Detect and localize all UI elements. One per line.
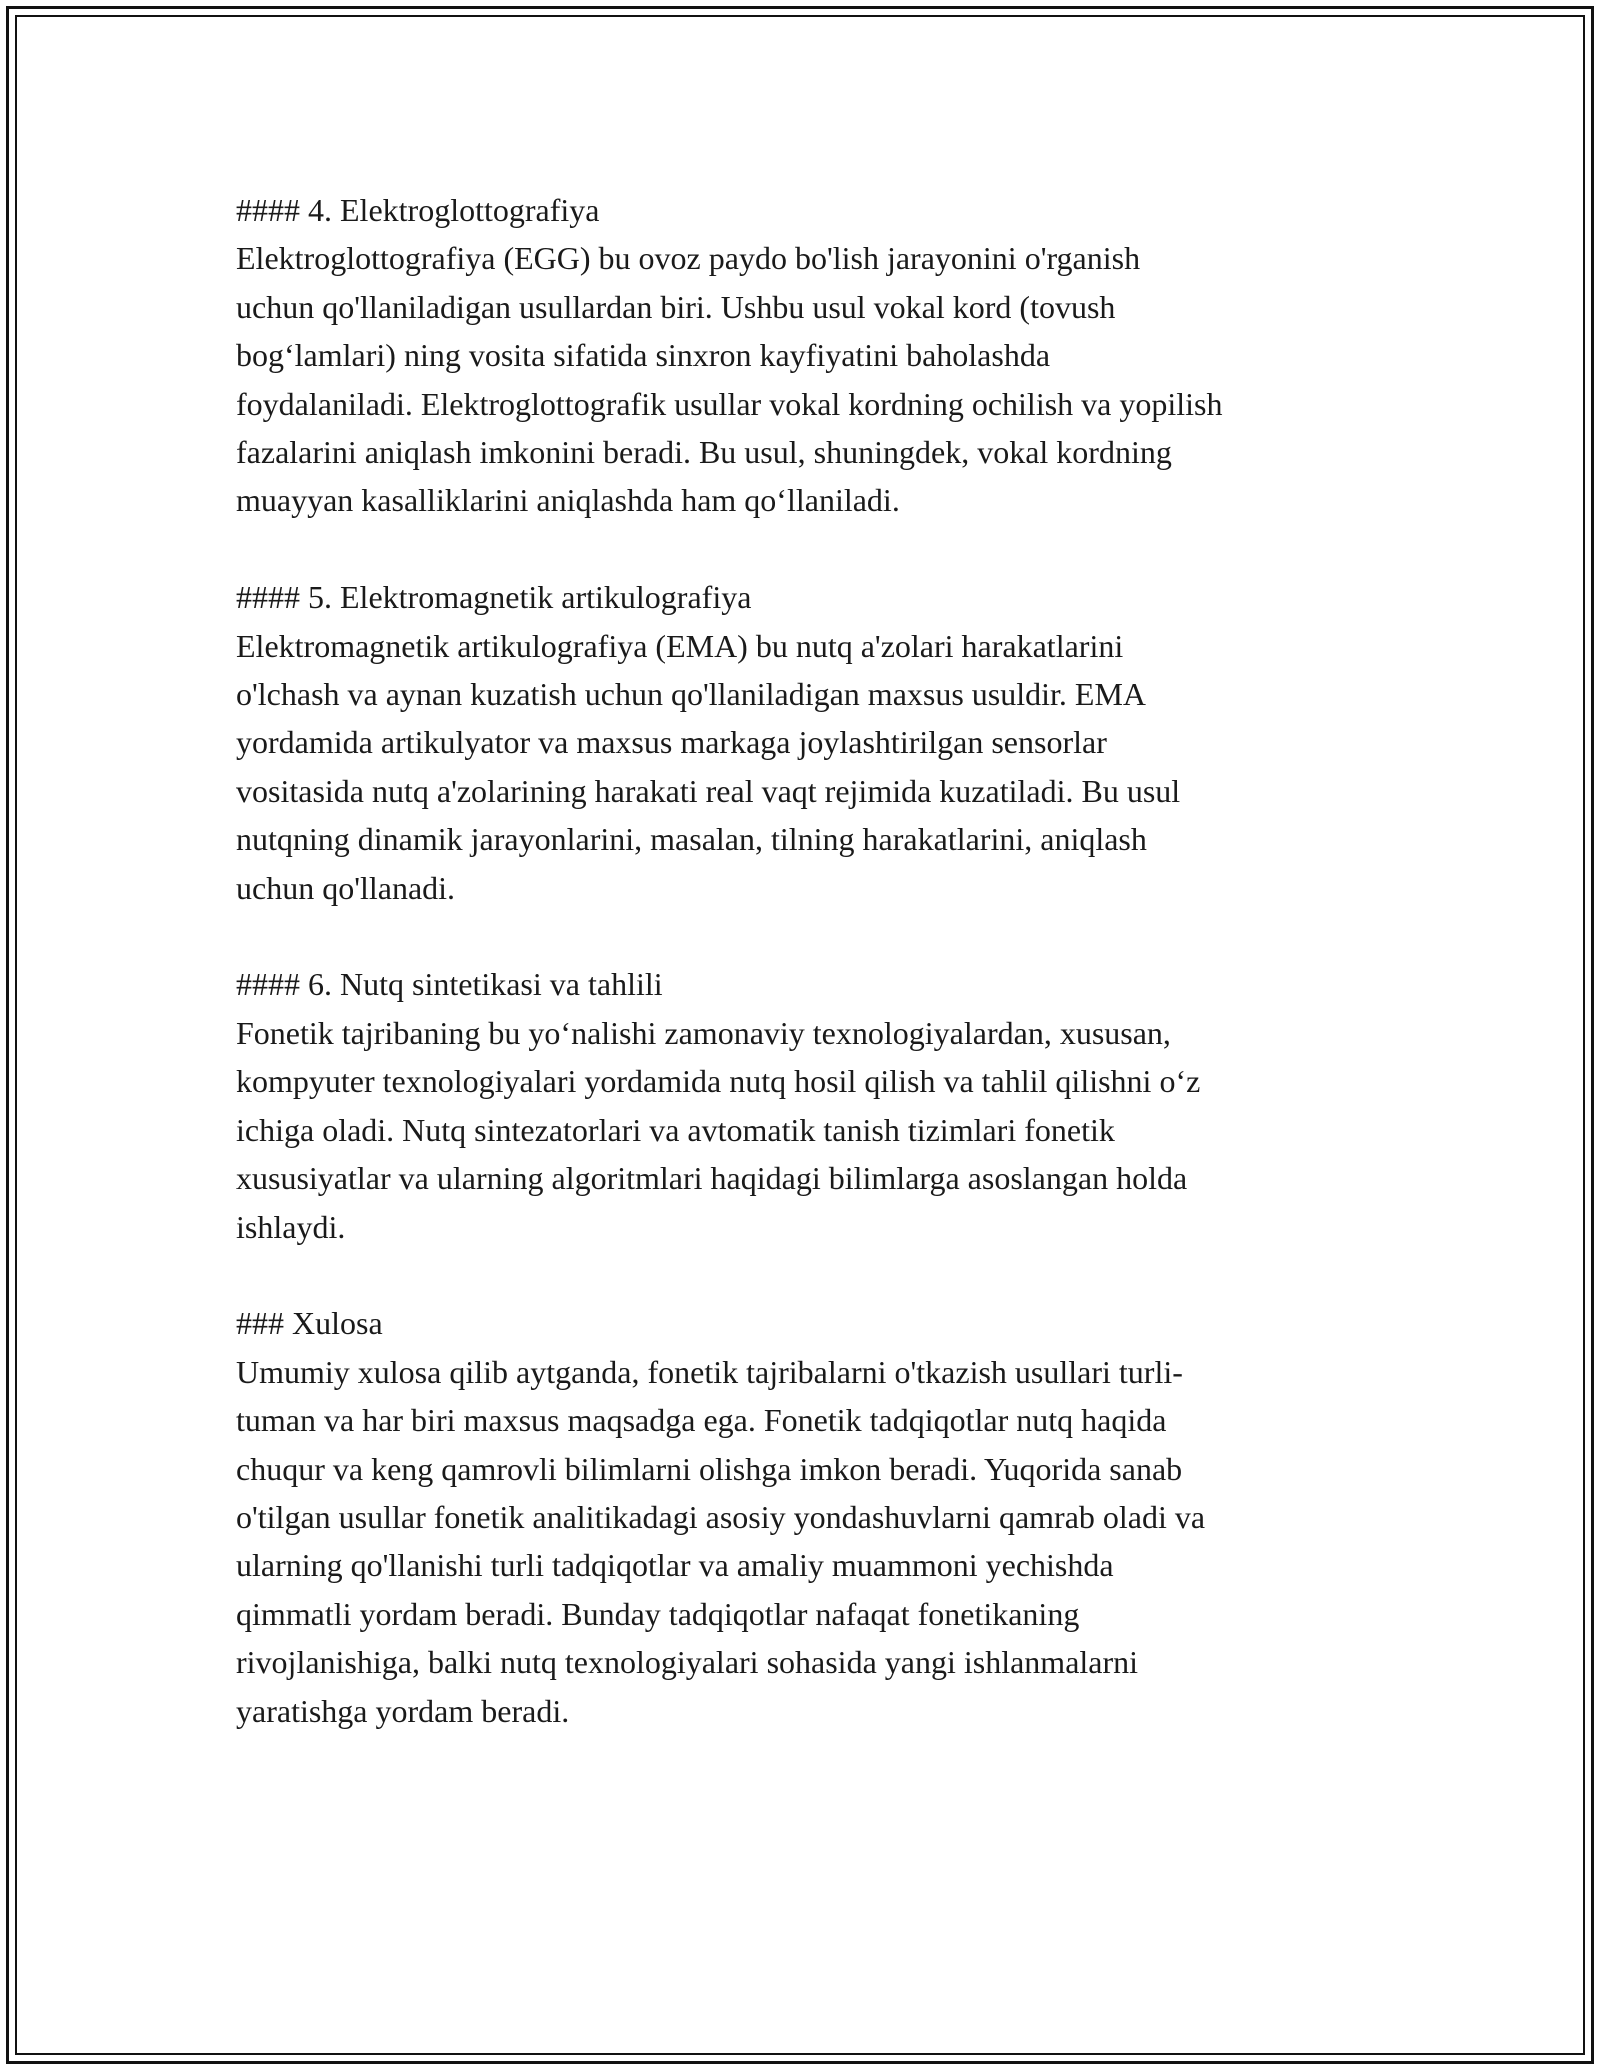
paragraph-line: yaratishga yordam beradi. [236,1692,570,1729]
section-elektromagnetik-artikulografiya [236,573,1386,912]
paragraph-line: o'tilgan usullar fonetik analitikadagi asosiy yondashuvlarni qamrab oladi va [236,1498,1206,1535]
paragraph-line: ishlaydi. [236,1208,346,1245]
section-xulosa [236,1299,1386,1735]
paragraph-line: qimmatli yordam beradi. Bunday tadqiqotlar nafaqat fonetikaning [236,1595,1080,1632]
paragraph-line: Elektromagnetik artikulografiya (EMA) bu nutq a'zolari harakatlarini [236,627,1124,664]
paragraph-line: foydalaniladi. Elektroglottografik usullar vokal kordning ochilish va yopilish [236,385,1223,422]
paragraph-line: o'lchash va aynan kuzatish uchun qo'llaniladigan maxsus usuldir. EMA [236,676,1147,713]
section-heading: ### Xulosa [236,1305,383,1342]
paragraph-line: yordamida artikulyator va maxsus markaga joylashtirilgan sensorlar [236,724,1107,761]
paragraph-line: bog‘lamlari) ning vosita sifatida sinxron kayfiyatini baholashda [236,337,1051,374]
paragraph-line: rivojlanishiga, balki nutq texnologiyalari sohasida yangi ishlanmalarni [236,1644,1139,1681]
paragraph-line: fazalarini aniqlash imkonini beradi. Bu usul, shuningdek, vokal kordning [236,434,1172,471]
paragraph-line: Elektroglottografiya (EGG) bu ovoz paydo bo'lish jarayonini o'rganish [236,240,1141,277]
paragraph-line: ularning qo'llanishi turli tadqiqotlar va amaliy muammoni yechishda [236,1547,1114,1584]
paragraph-line: chuqur va keng qamrovli bilimlarni olishga imkon beradi. Yuqorida sanab [236,1450,1183,1487]
section-paragraph [236,234,1386,524]
section-paragraph [236,622,1386,912]
document-body [236,186,1386,1735]
paragraph-line: ichiga oladi. Nutq sintezatorlari va avtomatik tanish tizimlari fonetik [236,1111,1115,1148]
paragraph-line: uchun qo'llanadi. [236,869,456,906]
section-nutq-sintetikasi [236,960,1386,1250]
paragraph-line: vositasida nutq a'zolarining harakati real vaqt rejimida kuzatiladi. Bu usul [236,772,1181,809]
section-heading: #### 5. Elektromagnetik artikulografiya [236,579,752,616]
paragraph-line: kompyuter texnologiyalari yordamida nutq hosil qilish va tahlil qilishni o‘z [236,1063,1201,1100]
section-paragraph [236,1009,1386,1251]
paragraph-line: nutqning dinamik jarayonlarini, masalan, tilning harakatlarini, aniqlash [236,821,1147,858]
paragraph-line: muayyan kasalliklarini aniqlashda ham qo‘llaniladi. [236,482,900,519]
paragraph-line: Umumiy xulosa qilib aytganda, fonetik tajribalarni o'tkazish usullari turli- [236,1353,1183,1390]
section-heading: #### 6. Nutq sintetikasi va tahlili [236,966,663,1003]
section-elektroglottografiya [236,186,1386,525]
section-heading: #### 4. Elektroglottografiya [236,192,600,228]
paragraph-line: uchun qo'llaniladigan usullardan biri. Ushbu usul vokal kord (tovush [236,288,1116,325]
paragraph-line: Fonetik tajribaning bu yo‘nalishi zamonaviy texnologiyalardan, xususan, [236,1014,1171,1051]
section-paragraph [236,1348,1386,1735]
paragraph-line: xususiyatlar va ularning algoritmlari haqidagi bilimlarga asoslangan holda [236,1160,1188,1197]
paragraph-line: tuman va har biri maxsus maqsadga ega. Fonetik tadqiqotlar nutq haqida [236,1402,1167,1439]
